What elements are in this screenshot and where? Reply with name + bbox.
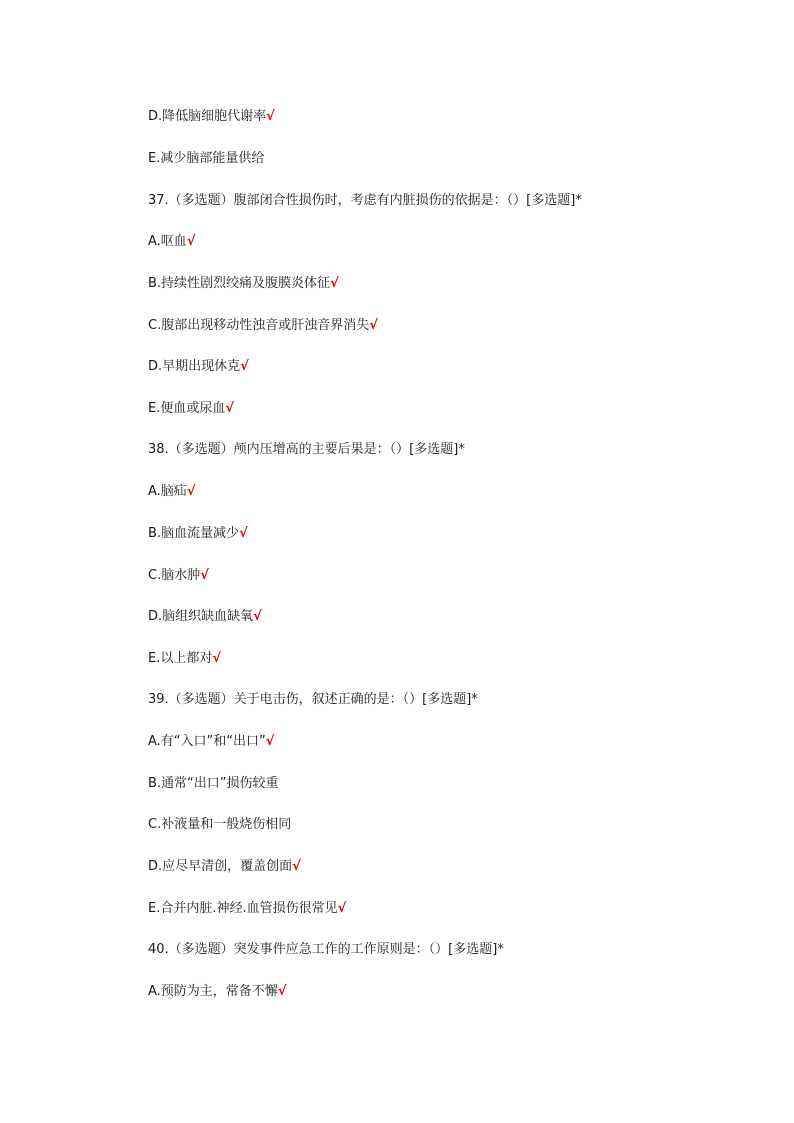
line-text: A.呕血: [148, 234, 187, 249]
check-mark-icon: √: [277, 984, 287, 999]
question-text: 40.（多选题）突发事件应急工作的工作原则是：（）[多选题]*: [148, 942, 504, 957]
line-text: E.以上都对: [148, 651, 213, 666]
question-40: [148, 941, 504, 959]
check-mark-icon: √: [266, 109, 275, 124]
option-39-e: [148, 900, 346, 918]
line-text: A.预防为主，常备不懈: [148, 984, 278, 999]
line-text: D.早期出现休克: [148, 359, 241, 374]
question-39: [148, 691, 478, 709]
option-38-e: [148, 650, 221, 668]
option-39-b: [148, 775, 279, 793]
check-mark-icon: √: [186, 484, 196, 499]
check-mark-icon: √: [225, 401, 235, 416]
check-mark-icon: √: [200, 568, 209, 583]
check-mark-icon: √: [369, 318, 378, 333]
line-text: E.便血或尿血: [148, 401, 226, 416]
option-38-a: [148, 483, 195, 501]
check-mark-icon: √: [186, 234, 196, 249]
line-text: D.降低脑细胞代谢率: [148, 109, 267, 124]
check-mark-icon: √: [240, 359, 249, 374]
option-36-e: [148, 150, 264, 168]
check-mark-icon: √: [337, 901, 347, 916]
question-text: 37.（多选题）腹部闭合性损伤时，考虑有内脏损伤的依据是：（）[多选题]*: [148, 193, 582, 208]
line-text: D.脑组织缺血缺氧: [148, 609, 254, 624]
option-37-d: [148, 358, 249, 376]
question-38: [148, 441, 465, 459]
option-37-b: [148, 275, 339, 293]
option-39-d: [148, 858, 301, 876]
line-text: B.脑血流量减少: [148, 526, 240, 541]
option-38-b: [148, 525, 248, 543]
option-39-c: [148, 816, 291, 834]
question-37: [148, 192, 582, 210]
check-mark-icon: √: [239, 526, 248, 541]
question-text: 38.（多选题）颅内压增高的主要后果是：（）[多选题]*: [148, 442, 465, 457]
option-38-d: [148, 608, 262, 626]
line-text: D.应尽早清创，覆盖创面: [148, 859, 293, 874]
option-39-a: [148, 733, 274, 751]
line-text: C.脑水肿: [148, 568, 201, 583]
line-text: E.减少脑部能量供给: [148, 151, 265, 166]
option-38-c: [148, 567, 209, 585]
line-text: C.腹部出现移动性浊音或肝浊音界消失: [148, 318, 370, 333]
question-text: 39.（多选题）关于电击伤，叙述正确的是：（）[多选题]*: [148, 692, 478, 707]
check-mark-icon: √: [253, 609, 262, 624]
check-mark-icon: √: [292, 859, 301, 874]
line-text: A.脑疝: [148, 484, 187, 499]
check-mark-icon: √: [212, 651, 222, 666]
option-37-e: [148, 400, 234, 418]
option-37-c: [148, 317, 378, 335]
line-text: B.通常“出口”损伤较重: [148, 776, 279, 791]
check-mark-icon: √: [330, 276, 339, 291]
option-37-a: [148, 233, 195, 251]
line-text: E.合并内脏.神经.血管损伤很常见: [148, 901, 338, 916]
line-text: B.持续性剧烈绞痛及腹膜炎体征: [148, 276, 331, 291]
option-36-d: [148, 108, 275, 126]
line-text: C.补液量和一般烧伤相同: [148, 817, 292, 832]
option-40-a: [148, 983, 286, 1001]
line-text: A.有“入口”和“出口”: [148, 734, 266, 749]
check-mark-icon: √: [265, 734, 275, 749]
